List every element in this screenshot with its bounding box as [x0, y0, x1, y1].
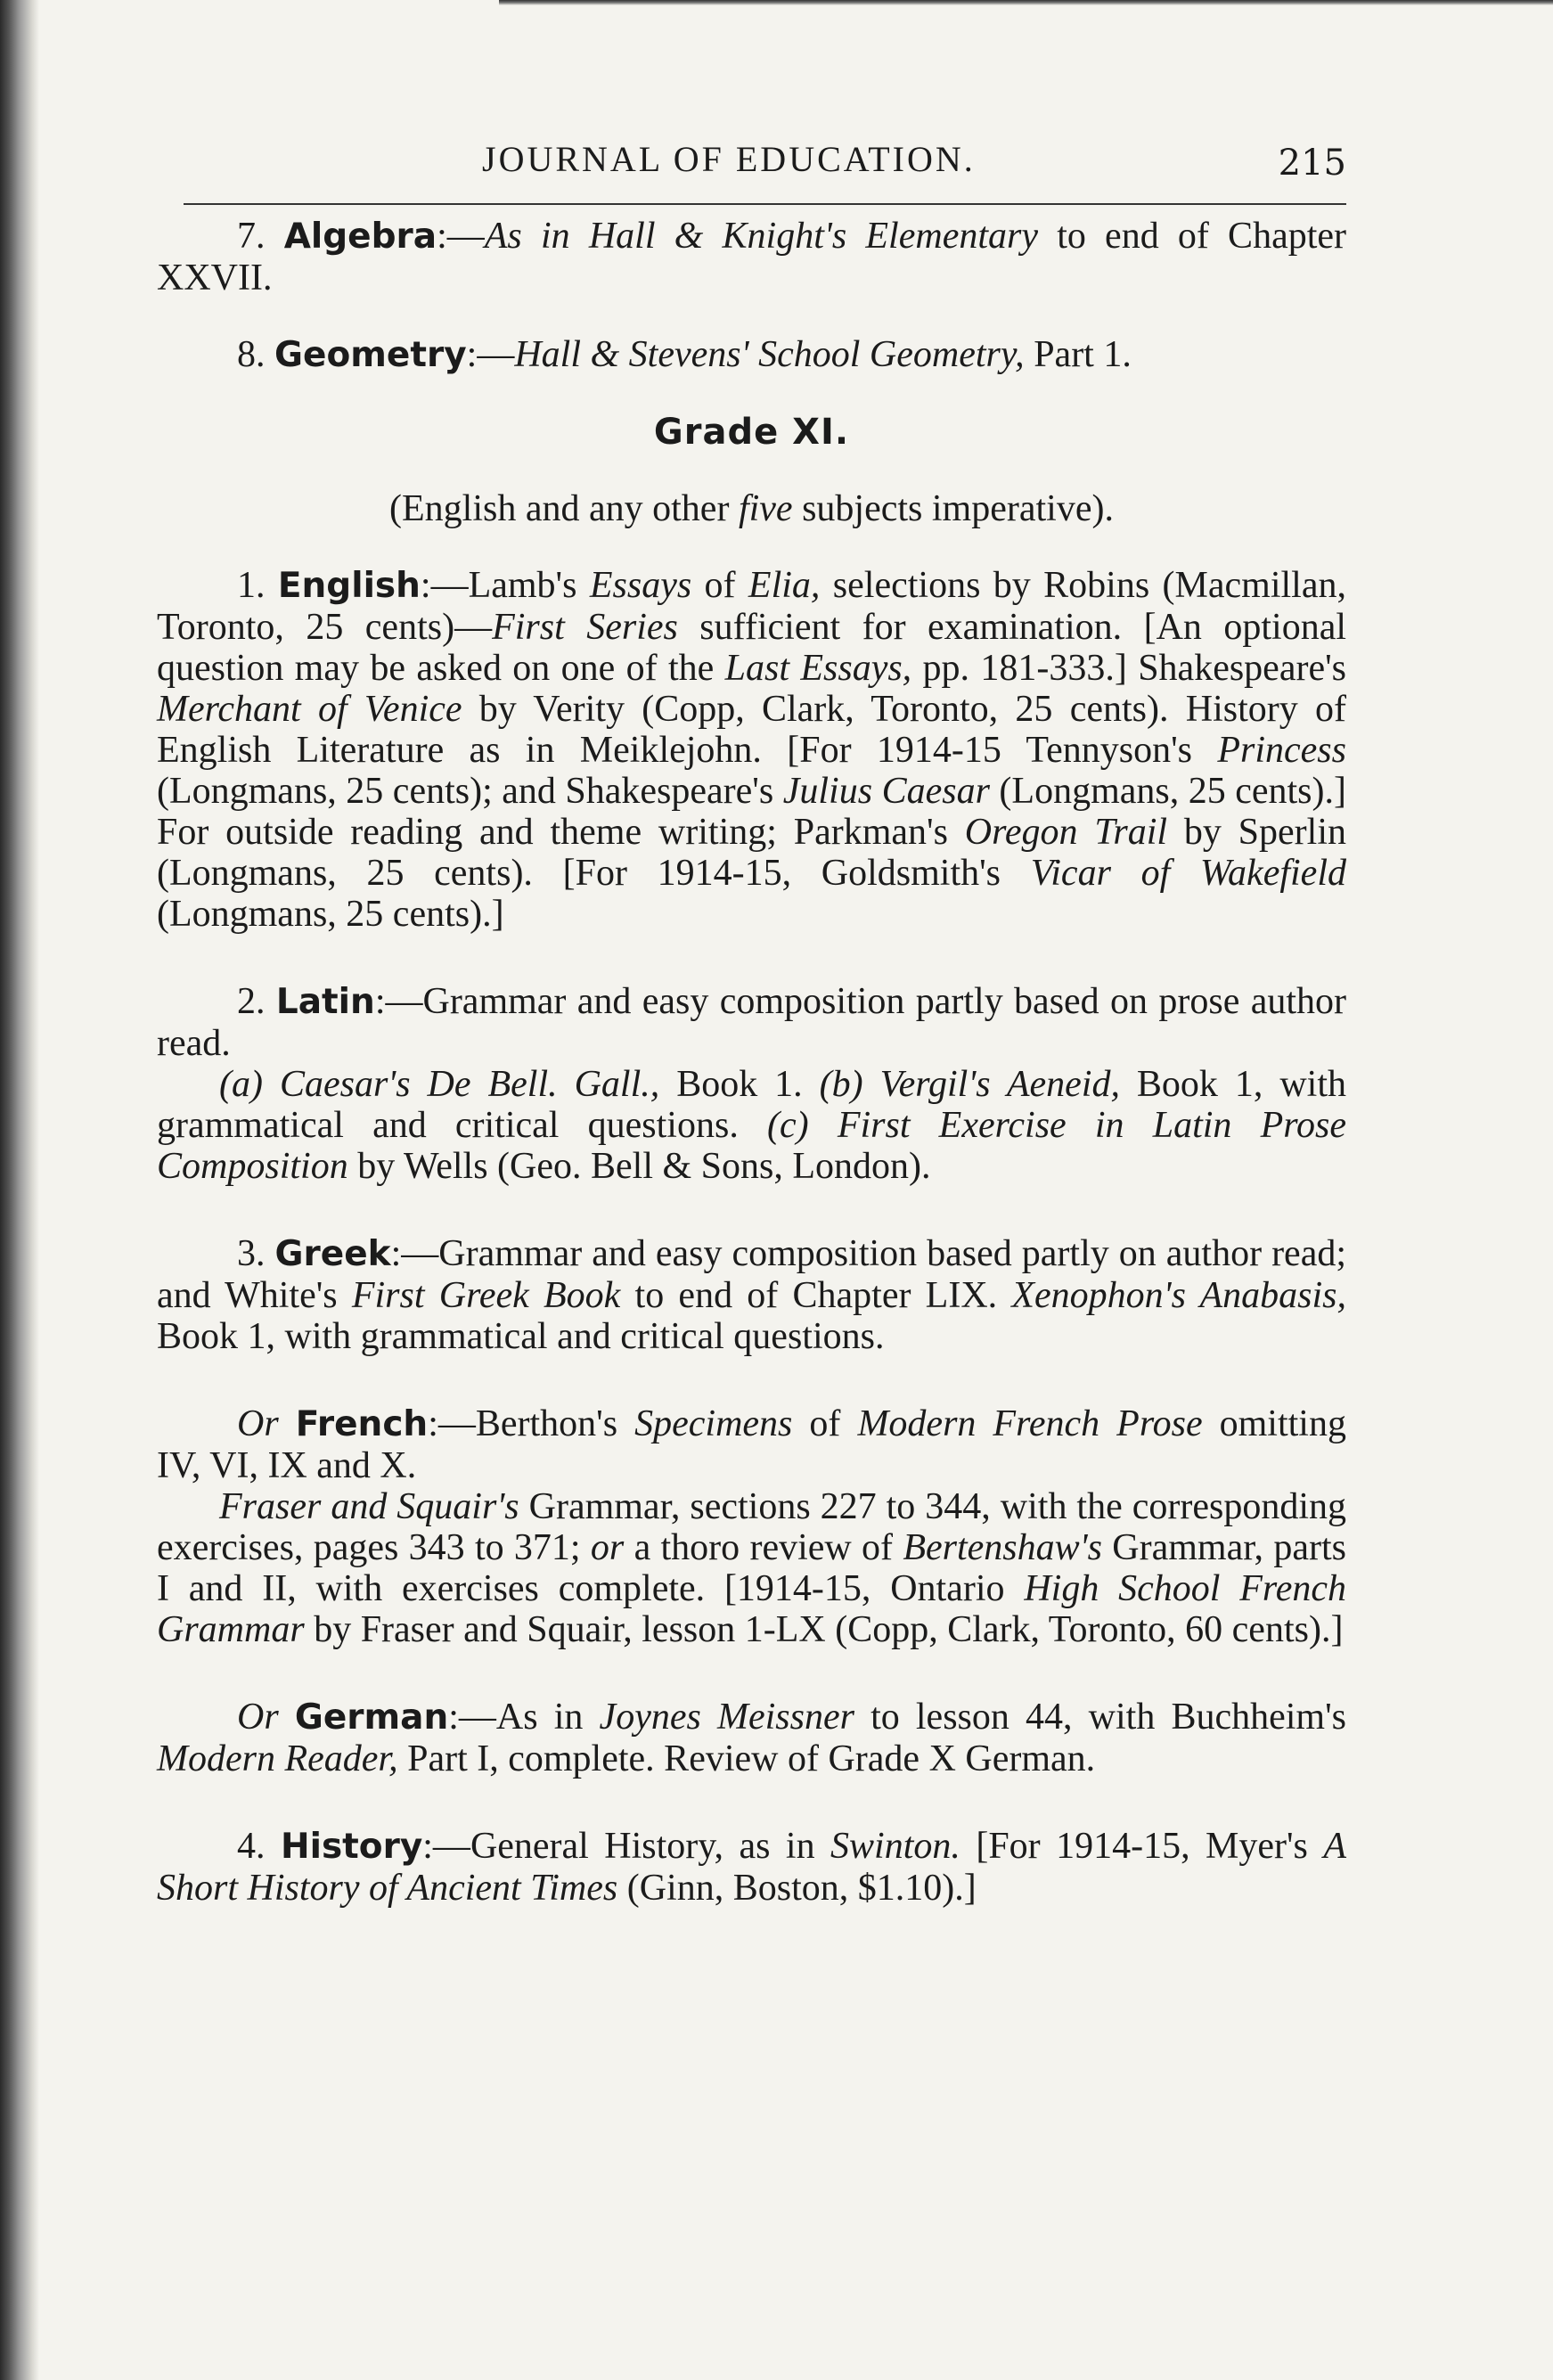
item-number: 8.: [237, 334, 266, 375]
german-text: As in: [495, 1697, 600, 1738]
german-text: to lesson 44, with Buchheim's: [854, 1697, 1346, 1738]
latin-ref: First Exercise in Latin Prose Composition: [157, 1105, 1347, 1187]
english-ref: Princess: [1217, 730, 1346, 771]
item-number: 7.: [237, 216, 266, 257]
item-number: 3.: [237, 1233, 266, 1274]
french-ref: Modern French Prose: [857, 1403, 1203, 1444]
german-entry: [157, 1697, 1346, 1779]
subject-latin: Latin: [275, 982, 375, 1022]
history-text: General History, as in: [470, 1826, 831, 1867]
english-text: pp. 181-333.] Shakespeare's: [911, 648, 1347, 689]
greek-text: Grammar and easy composition based partly on author read; and White's: [157, 1233, 1347, 1316]
or-label: Or: [237, 1697, 279, 1738]
greek-ref: First Greek Book: [351, 1275, 621, 1316]
journal-title: JOURNAL OF EDUCATION.: [482, 139, 976, 179]
english-text: Lamb's: [468, 565, 590, 606]
binding-edge-shadow: [0, 0, 39, 2380]
latin-text: Grammar and easy composition partly based on prose author read.: [157, 981, 1346, 1064]
latin-entry: [157, 981, 1346, 1064]
geometry-text: Part 1.: [1024, 334, 1132, 375]
item-number: 4.: [237, 1826, 266, 1867]
latin-subentry: [157, 1064, 1346, 1187]
latin-marker: (c): [767, 1105, 809, 1146]
history-text: (Ginn, Boston, $1.10).]: [617, 1868, 977, 1909]
grade-heading: Grade XI.: [653, 412, 850, 453]
french-subentry: [157, 1486, 1346, 1650]
english-text: (Longmans, 25 cents).]: [157, 894, 504, 935]
english-text: by Sperlin (Longmans, 25 cents). [For 1914-15, Goldsmith's: [157, 812, 1346, 894]
grade-note-emphasis: five: [738, 488, 793, 529]
english-text: by Verity (Copp, Clark, Toronto, 25 cents). History of English Literature as in Meiklejohn. [For 1914-15 Tennyson's: [157, 689, 1346, 771]
separator: :—: [390, 1233, 439, 1274]
english-ref: First Series: [492, 607, 678, 648]
french-text: omitting IV, VI, IX and X.: [157, 1403, 1346, 1486]
french-text: Grammar, parts I and II, with exercises complete. [1914-15, Ontario: [157, 1527, 1346, 1609]
page-content: [157, 134, 1346, 1909]
separator: :—: [374, 981, 423, 1022]
subject-german: German: [294, 1697, 449, 1738]
german-text: Part I, complete. Review of Grade X German.: [397, 1738, 1096, 1779]
english-text: selections by Robins (Macmillan, Toronto, 25 cents)—: [157, 565, 1346, 648]
algebra-text-ref: As in Hall & Knight's Elementary: [484, 216, 1038, 257]
grade-note: [157, 488, 1346, 529]
subject-english: English: [277, 566, 421, 606]
latin-marker: (a): [219, 1064, 263, 1105]
grade-note-text: subjects imperative).: [792, 488, 1114, 529]
separator: :—: [437, 216, 485, 257]
french-ref: High School French Grammar: [157, 1568, 1346, 1650]
latin-marker: (b): [819, 1064, 863, 1105]
english-text: (Longmans, 25 cents); and Shakespeare's: [157, 771, 783, 812]
english-ref: Elia,: [748, 565, 821, 606]
latin-text: by Wells (Geo. Bell & Sons, London).: [347, 1146, 931, 1187]
french-text: Grammar, sections 227 to 344, with the corresponding exercises, pages 343 to 371;: [157, 1486, 1346, 1568]
greek-ref: Xenophon's Anabasis,: [1011, 1275, 1346, 1316]
subject-history: History: [280, 1827, 423, 1867]
history-entry: [157, 1826, 1346, 1909]
latin-ref: Caesar's De Bell. Gall.,: [279, 1064, 660, 1105]
subject-algebra: Algebra: [283, 217, 437, 257]
history-ref: Swinton.: [830, 1826, 960, 1867]
english-ref: Julius Caesar: [782, 771, 990, 812]
separator: :—: [448, 1697, 496, 1738]
french-text: a thoro review of: [624, 1527, 903, 1568]
separator: :—: [466, 334, 515, 375]
english-ref: Essays: [589, 565, 692, 606]
history-ref: A Short History of Ancient Times: [157, 1826, 1346, 1909]
grade-note-text: (English and any other: [389, 488, 739, 529]
english-text: of: [691, 565, 748, 606]
greek-text: to end of Chapter LIX.: [620, 1275, 1012, 1316]
separator: :—: [420, 565, 469, 606]
geometry-text-ref: Hall & Stevens' School Geometry,: [514, 334, 1025, 375]
item-number: 2.: [237, 981, 266, 1022]
running-head: [157, 134, 1346, 185]
english-ref: Last Essays,: [724, 648, 912, 689]
algebra-entry: [157, 216, 1346, 299]
greek-text: Book 1, with grammatical and critical questions.: [157, 1316, 885, 1357]
subject-geometry: Geometry: [274, 335, 467, 375]
french-ref: Specimens: [634, 1403, 793, 1444]
latin-text: Book 1, with grammatical and critical questions.: [157, 1064, 1347, 1146]
english-ref: Vicar of Wakefield: [1030, 853, 1346, 894]
subject-greek: Greek: [274, 1234, 391, 1274]
german-ref: Modern Reader,: [157, 1738, 398, 1779]
french-ref: Fraser and Squair's: [219, 1486, 519, 1527]
subject-french: French: [295, 1404, 429, 1444]
geometry-entry: [157, 334, 1346, 376]
top-scan-border: [499, 0, 1553, 5]
page-number: 215: [1278, 143, 1346, 184]
english-text: (Longmans, 25 cents).] For outside reading and theme writing; Parkman's: [157, 771, 1347, 853]
english-entry: [157, 565, 1346, 935]
greek-entry: [157, 1233, 1346, 1357]
or-label: Or: [237, 1403, 279, 1444]
english-ref: Merchant of Venice: [157, 689, 462, 730]
french-text: Berthon's: [475, 1403, 635, 1444]
english-ref: Oregon Trail: [964, 812, 1168, 853]
french-text: by Fraser and Squair, lesson 1-LX (Copp, Clark, Toronto, 60 cents).]: [304, 1609, 1344, 1650]
french-entry: [157, 1403, 1346, 1486]
history-text: [For 1914-15, Myer's: [960, 1826, 1324, 1867]
separator: :—: [422, 1826, 470, 1867]
latin-text: Book 1.: [659, 1064, 820, 1105]
english-text: sufficient for examination. [An optional question may be asked on one of the: [157, 607, 1347, 689]
latin-ref: Vergil's Aeneid,: [879, 1064, 1120, 1105]
header-rule: [184, 203, 1346, 205]
item-number: 1.: [237, 565, 266, 606]
algebra-text: to end of Chapter XXVII.: [157, 216, 1347, 299]
german-ref: Joynes Meissner: [599, 1697, 854, 1738]
french-ref: or: [590, 1527, 625, 1568]
separator: :—: [428, 1403, 476, 1444]
french-ref: Bertenshaw's: [903, 1527, 1102, 1568]
french-text: of: [792, 1403, 858, 1444]
